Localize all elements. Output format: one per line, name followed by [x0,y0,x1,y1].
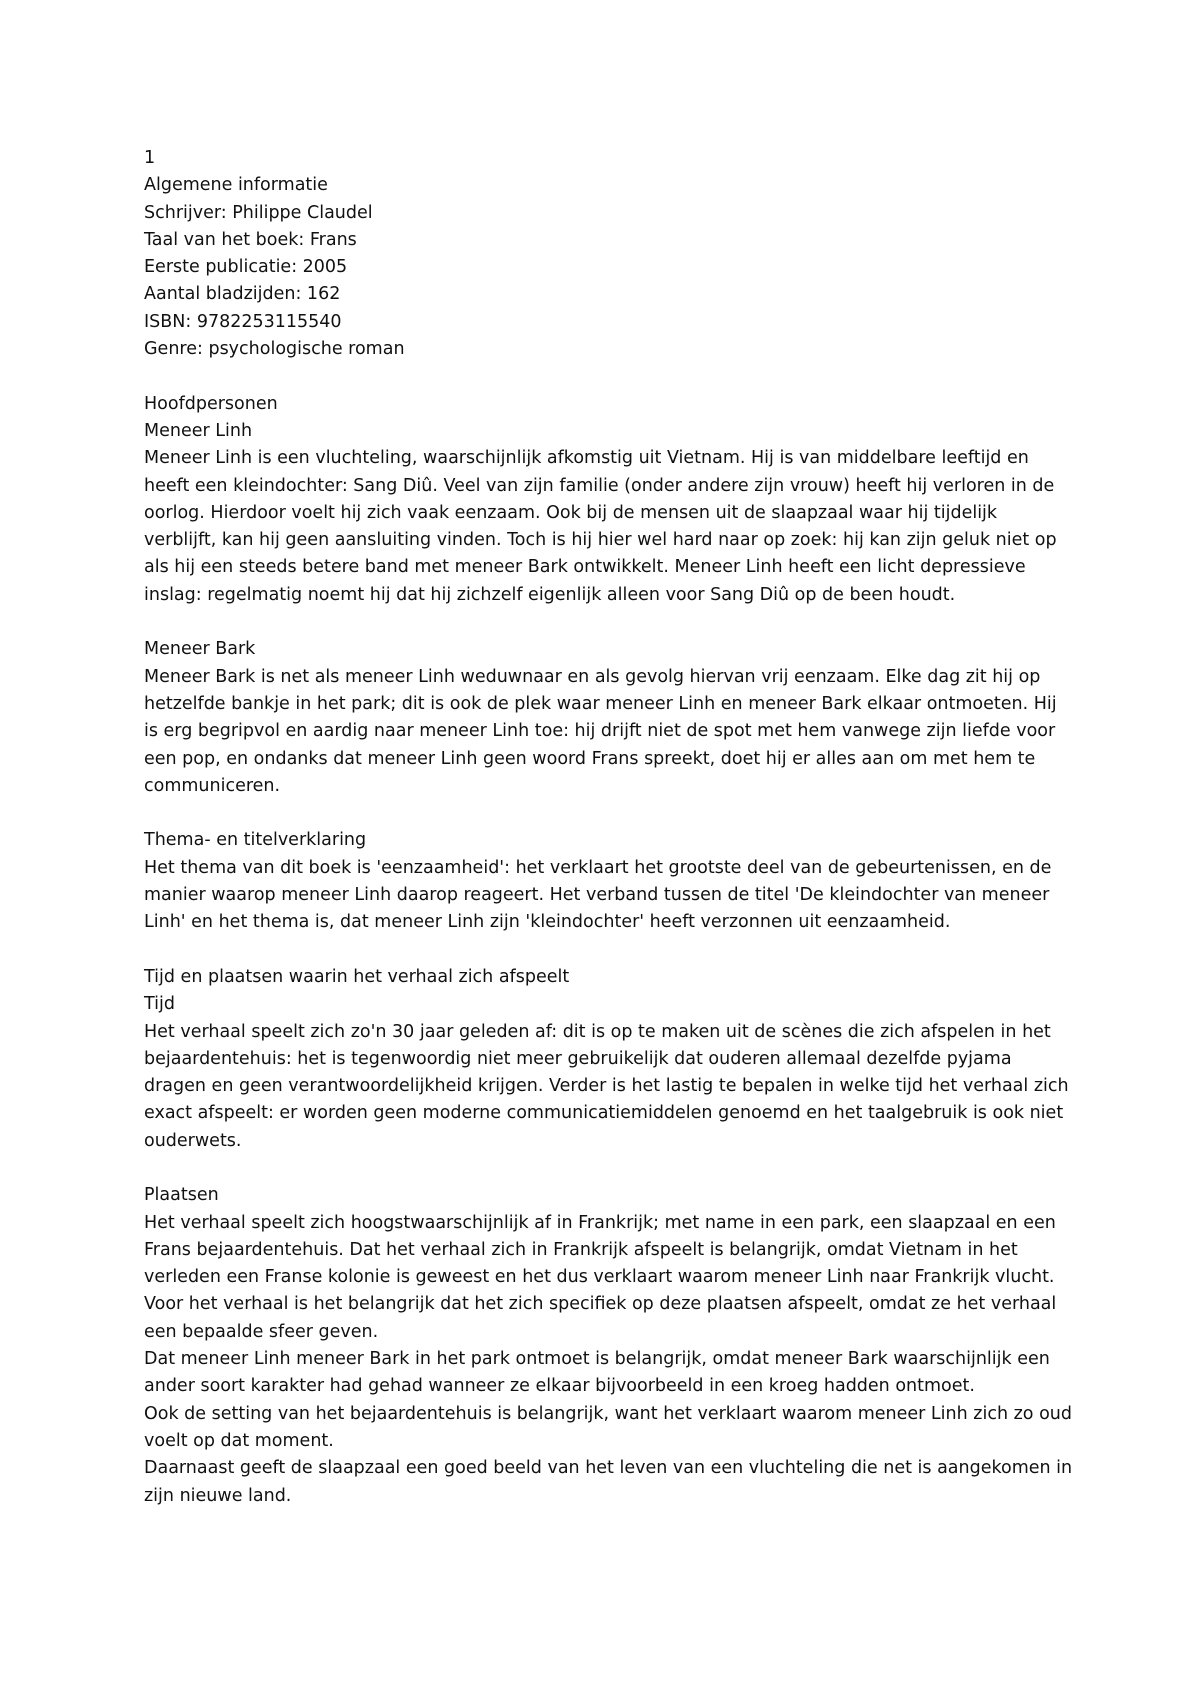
page-number: 1 [144,148,156,168]
bark-name: Meneer Bark [144,639,256,660]
spacer [144,937,1074,964]
linh-name: Meneer Linh [144,420,253,441]
setting-heading: Tijd en plaatsen waarin het verhaal zich afspeelt [144,966,570,987]
spacer [144,609,1074,636]
places-heading: Plaatsen [144,1185,219,1206]
places-paragraph: Het verhaal speelt zich hoogstwaarschijnlijk af in Frankrijk; met name in een park, een slaapzaal en een Frans bejaardentehuis. Dat het verhaal zich in Frankrijk afspeelt is belangrijk, omdat Vietnam in het verleden een Franse kolonie is geweest en het dus verklaart waarom meneer Linh naar Frankrijk vlucht. [144,1212,1056,1288]
spacer [144,1155,1074,1182]
author-line: Schrijver: Philippe Claudel [144,202,373,223]
time-text: Het verhaal speelt zich zo'n 30 jaar geleden af: dit is op te maken uit de scènes die zich afspelen in het bejaardentehuis: het is tegenwoordig niet meer gebruikelijk dat ouderen allemaal dezelfde pyjama dragen en geen verantwoordelijkheid krijgen. Verder is het lastig te bepalen in welke tijd het verhaal zich exact afspeelt: er worden geen moderne communicatiemiddelen genoemd en het taalgebruik is ook niet ouderwets. [144,1021,1069,1151]
characters-heading: Hoofdpersonen [144,393,278,414]
publication-line: Eerste publicatie: 2005 [144,257,348,278]
genre-line: Genre: psychologische roman [144,339,405,360]
places-paragraph: Daarnaast geeft de slaapzaal een goed beeld van het leven van een vluchteling die net is aangekomen in zijn nieuwe land. [144,1458,1073,1506]
time-heading: Tijd [144,994,175,1015]
theme-heading: Thema- en titelverklaring [144,830,367,851]
spacer [144,800,1074,827]
pages-line: Aantal bladzijden: 162 [144,284,341,305]
language-line: Taal van het boek: Frans [144,229,357,250]
places-paragraph: Ook de setting van het bejaardentehuis is belangrijk, want het verklaart waarom meneer Linh zich zo oud voelt op dat moment. [144,1403,1072,1451]
places-paragraph: Dat meneer Linh meneer Bark in het park ontmoet is belangrijk, omdat meneer Bark waarschijnlijk een ander soort karakter had gehad wanneer ze elkaar bijvoorbeeld in een kroeg hadden ontmoet. [144,1349,1050,1397]
isbn-line: ISBN: 9782253115540 [144,311,342,332]
general-info-heading: Algemene informatie [144,175,328,196]
linh-description: Meneer Linh is een vluchteling, waarschijnlijk afkomstig uit Vietnam. Hij is van middelbare leeftijd en heeft een kleindochter: Sang Diû. Veel van zijn familie (onder andere zijn vrouw) heeft hij verloren in de oorlog. Hierdoor voelt hij zich vaak eenzaam. Ook bij de mensen uit de slaapzaal waar hij tijdelijk verblijft, kan hij geen aansluiting vinden. Toch is hij hier wel hard naar op zoek: hij kan zijn geluk niet op als hij een steeds betere band met meneer Bark ontwikkelt. Meneer Linh heeft een licht depressieve inslag: regelmatig noemt hij dat hij zichzelf eigenlijk alleen voor Sang Diû op de been houdt. [144,448,1057,605]
bark-description: Meneer Bark is net als meneer Linh weduwnaar en als gevolg hiervan vrij eenzaam. Elke dag zit hij op hetzelfde bankje in het park; dit is ook de plek waar meneer Linh en meneer Bark elkaar ontmoeten. Hij is erg begripvol en aardig naar meneer Linh toe: hij drijft niet de spot met hem vanwege zijn liefde voor een pop, en ondanks dat meneer Linh geen woord Frans spreekt, doet hij er alles aan om met hem te communiceren. [144,666,1057,796]
places-paragraph: Voor het verhaal is het belangrijk dat het zich specifiek op deze plaatsen afspeelt, omdat ze het verhaal een bepaalde sfeer geven. [144,1294,1057,1342]
theme-text: Het thema van dit boek is 'eenzaamheid': het verklaart het grootste deel van de gebeurtenissen, en de manier waarop meneer Linh daarop reageert. Het verband tussen de titel 'De kleindochter van meneer Linh' en het thema is, dat meneer Linh zijn 'kleindochter' heeft verzonnen uit eenzaamheid. [144,857,1052,933]
document-page [144,145,1074,1510]
spacer [144,363,1074,390]
